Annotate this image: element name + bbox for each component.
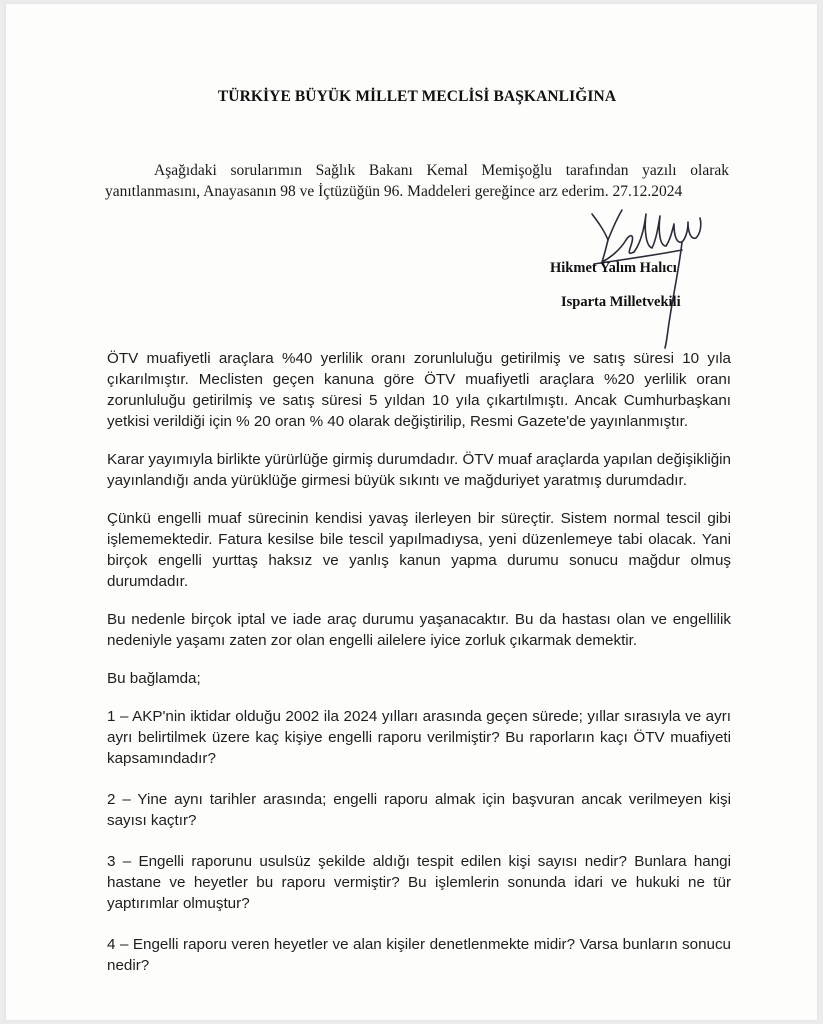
body-paragraph: Çünkü engelli muaf sürecinin kendisi yavaş ilerleyen bir süreçtir. Sistem normal tescil gibi işlememektedir. Fatura kesilse bile tescil yapılmadıysa, yeni düzenlemeye tabi olacak. Yani birçok engelli yurttaş haksız ve yanlış kanun yapma durumu sonucu mağdur olmuş durumdadır.	[107, 510, 731, 590]
context-label: Bu bağlamda;	[107, 670, 201, 687]
body-paragraph: ÖTV muafiyetli araçlara %40 yerlilik oranı zorunluluğu getirilmiş ve satış süresi 10 yıla çıkarılmıştır. Meclisten geçen kanuna göre ÖTV muafiyetli araçlara %20 yerlilik oranı zorunluluğu getirilmiş ve satış süresi 5 yıldan 10 yıla çıkartılmıştı. Ancak Cumhurbaşkanı yetkisi verildiği için % 20 oran % 40 olarak değiştirilip, Resmi Gazete'de yayınlanmıştır.	[107, 350, 731, 430]
document-page	[6, 4, 817, 1020]
body-paragraph: Karar yayımıyla birlikte yürürlüğe girmiş durumdadır. ÖTV muaf araçlarda yapılan değişikliğin yayınlandığı anda yürüklüğe girmesi büyük sıkıntı ve mağduriyet yaratmış durumdadır.	[107, 451, 731, 489]
body-paragraph: Bu nedenle birçok iptal ve iade araç durumu yaşanacaktır. Bu da hastası olan ve engellilik nedeniyle yaşamı zaten zor olan engelli ailelere iyice zorluk çıkarmak demektir.	[107, 611, 731, 649]
signatory-name: Hikmet Yalım Halıcı	[550, 260, 677, 276]
question-item: 1 – AKP'nin iktidar olduğu 2002 ila 2024 yılları arasında geçen sürede; yıllar sırasıyla ve ayrı ayrı belirtilmek üzere kaç kişiye engelli raporu verilmiştir? Bu raporların kaçı ÖTV muafiyeti kapsamındadır?	[107, 708, 731, 767]
question-item: 2 – Yine aynı tarihler arasında; engelli raporu almak için başvuran ancak verilmeyen kişi sayısı kaçtır?	[107, 791, 731, 829]
document-title: TÜRKİYE BÜYÜK MİLLET MECLİSİ BAŞKANLIĞINA	[217, 88, 617, 105]
signatory-region: Isparta Milletvekili	[561, 294, 681, 310]
intro-paragraph: Aşağıdaki sorularımın Sağlık Bakanı Kemal Memişoğlu tarafından yazılı olarak yanıtlanmasını, Anayasanın 98 ve İçtüzüğün 96. Maddeleri gereğince arz ederim. 27.12.2024	[105, 162, 729, 200]
document-body	[107, 348, 731, 996]
question-item: 3 – Engelli raporunu usulsüz şekilde aldığı tespit edilen kişi sayısı nedir? Bunlara hangi hastane ve heyetler bu raporu vermiştir? Bu işlemlerin sonunda idari ve hukuki ne tür yaptırımlar olmuştur?	[107, 853, 731, 912]
question-item: 4 – Engelli raporu veren heyetler ve alan kişiler denetlenmekte midir? Varsa bunların sonucu nedir?	[107, 936, 731, 974]
